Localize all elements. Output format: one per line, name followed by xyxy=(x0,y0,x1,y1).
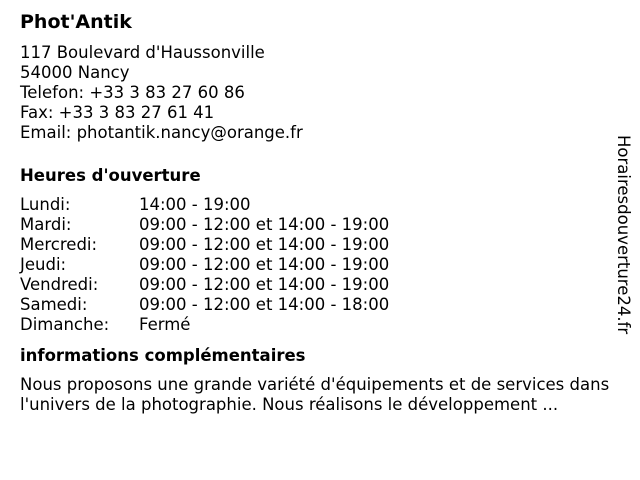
time-value: 09:00 - 12:00 et 14:00 - 19:00 xyxy=(139,235,390,254)
phone-number: Telefon: +33 3 83 27 60 86 xyxy=(20,83,245,102)
email-address: Email: photantik.nancy@orange.fr xyxy=(20,123,303,142)
time-value: 09:00 - 12:00 et 14:00 - 19:00 xyxy=(139,275,390,294)
time-value: 09:00 - 12:00 et 14:00 - 19:00 xyxy=(139,255,390,274)
hours-row-sunday xyxy=(20,315,610,335)
hours-row-thursday xyxy=(20,255,610,275)
day-label: Mercredi: xyxy=(20,235,98,254)
day-label: Jeudi: xyxy=(20,255,67,274)
day-label: Samedi: xyxy=(20,295,88,314)
day-label: Mardi: xyxy=(20,215,72,234)
hours-row-wednesday xyxy=(20,235,610,255)
watermark-vertical-text: Horairesdouverture24.fr xyxy=(614,135,633,335)
opening-hours-table xyxy=(20,195,610,335)
time-value: Fermé xyxy=(139,315,191,334)
additional-info-text: Nous proposons une grande variété d'équipements et de services dans l'univers de la photographie. Nous réalisons le développement ... xyxy=(20,375,610,414)
fax-number: Fax: +33 3 83 27 61 41 xyxy=(20,103,215,122)
day-label: Lundi: xyxy=(20,195,71,214)
time-value: 09:00 - 12:00 et 14:00 - 19:00 xyxy=(139,215,390,234)
additional-info-heading: informations complémentaires xyxy=(20,346,306,365)
business-name: Phot'Antik xyxy=(20,11,132,33)
hours-row-saturday xyxy=(20,295,610,315)
hours-row-friday xyxy=(20,275,610,295)
opening-hours-heading: Heures d'ouverture xyxy=(20,166,201,185)
hours-row-tuesday xyxy=(20,215,610,235)
address-line-1: 117 Boulevard d'Haussonville xyxy=(20,43,265,62)
time-value: 14:00 - 19:00 xyxy=(139,195,251,214)
day-label: Vendredi: xyxy=(20,275,99,294)
address-line-2: 54000 Nancy xyxy=(20,63,130,82)
time-value: 09:00 - 12:00 et 14:00 - 18:00 xyxy=(139,295,390,314)
business-card xyxy=(20,9,610,415)
hours-row-monday xyxy=(20,195,610,215)
day-label: Dimanche: xyxy=(20,315,110,334)
